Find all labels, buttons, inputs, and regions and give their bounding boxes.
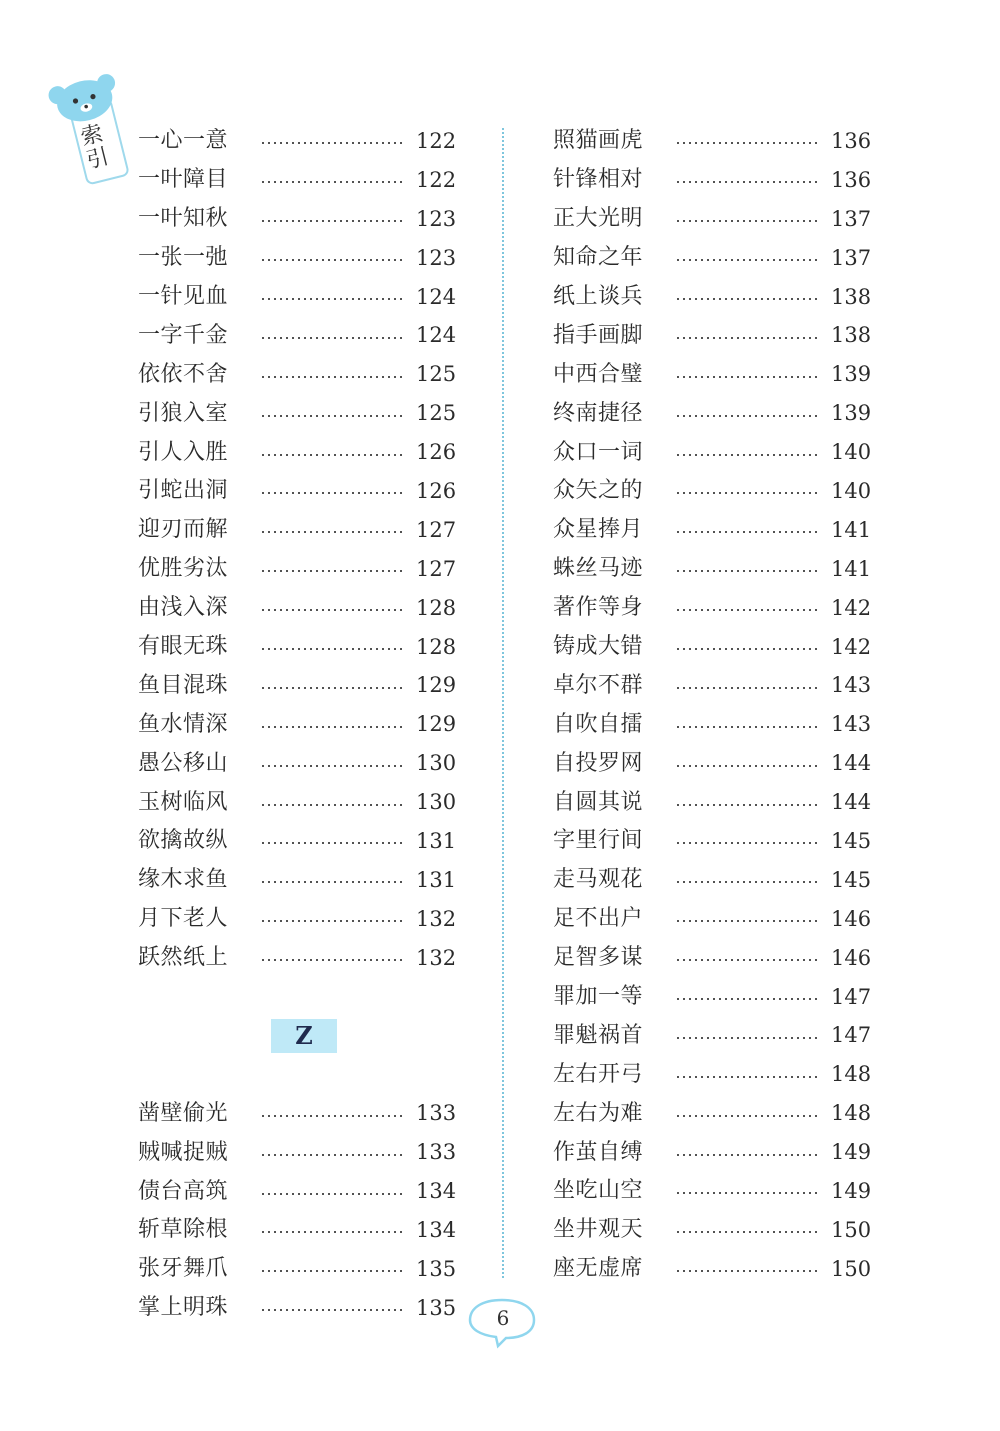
entry-term: 一叶障目 xyxy=(138,167,229,193)
entry-term: 左右开弓 xyxy=(553,1061,644,1087)
index-column-right xyxy=(553,122,871,1289)
index-entry xyxy=(138,861,456,900)
entry-term: 众矢之的 xyxy=(553,478,644,504)
index-entry xyxy=(553,939,871,978)
entry-term: 左右为难 xyxy=(553,1100,644,1126)
index-entry xyxy=(138,355,456,394)
dot-leader xyxy=(260,531,404,533)
entry-page: 122 xyxy=(416,167,457,192)
dot-leader xyxy=(260,454,404,456)
entry-term: 一字千金 xyxy=(138,322,229,348)
dot-leader xyxy=(675,259,819,261)
index-entry xyxy=(138,394,456,433)
entry-page: 126 xyxy=(416,478,457,503)
entry-term: 走马观花 xyxy=(553,867,644,893)
dot-leader xyxy=(675,454,819,456)
dot-leader xyxy=(675,842,819,844)
index-entry xyxy=(553,1055,871,1094)
entry-term: 一心一意 xyxy=(138,128,229,154)
entry-page: 132 xyxy=(416,945,457,970)
entry-term: 众星捧月 xyxy=(553,517,644,543)
entry-term: 有眼无珠 xyxy=(138,634,229,660)
index-entry xyxy=(553,783,871,822)
dot-leader xyxy=(675,648,819,650)
entry-page: 144 xyxy=(831,790,872,815)
index-entry xyxy=(138,1211,456,1250)
entry-page: 134 xyxy=(416,1217,457,1242)
index-entry xyxy=(553,355,871,394)
entry-page: 127 xyxy=(416,556,457,581)
entry-page: 125 xyxy=(416,401,457,426)
index-entry xyxy=(138,783,456,822)
entry-page: 138 xyxy=(831,284,872,309)
index-entry xyxy=(553,900,871,939)
dot-leader xyxy=(675,531,819,533)
dot-leader xyxy=(260,959,404,961)
index-entry xyxy=(553,1250,871,1289)
entry-term: 债台高筑 xyxy=(138,1178,229,1204)
dot-leader xyxy=(260,648,404,650)
entry-page: 122 xyxy=(416,128,457,153)
entry-page: 132 xyxy=(416,906,457,931)
entry-page: 140 xyxy=(831,478,872,503)
entry-term: 针锋相对 xyxy=(553,167,644,193)
entry-page: 140 xyxy=(831,440,872,465)
entry-term: 由浅入深 xyxy=(138,595,229,621)
entry-term: 张牙舞爪 xyxy=(138,1256,229,1282)
dot-leader xyxy=(260,1154,404,1156)
entry-page: 124 xyxy=(416,323,457,348)
entry-page: 145 xyxy=(831,828,872,853)
entry-term: 自吹自擂 xyxy=(553,711,644,737)
index-entry xyxy=(553,1133,871,1172)
entry-page: 125 xyxy=(416,362,457,387)
entry-page: 148 xyxy=(831,1101,872,1126)
entry-term: 卓尔不群 xyxy=(553,672,644,698)
index-entry xyxy=(138,1250,456,1289)
index-entry xyxy=(138,589,456,628)
entry-term: 终南捷径 xyxy=(553,400,644,426)
entry-term: 依依不舍 xyxy=(138,361,229,387)
entry-term: 愚公移山 xyxy=(138,750,229,776)
entry-term: 足不出户 xyxy=(553,906,644,932)
dot-leader xyxy=(675,687,819,689)
dot-leader xyxy=(675,726,819,728)
index-entry xyxy=(138,511,456,550)
index-entry xyxy=(553,628,871,667)
index-entry xyxy=(553,239,871,278)
index-entry xyxy=(138,316,456,355)
entry-term: 中西合璧 xyxy=(553,361,644,387)
dot-leader xyxy=(260,687,404,689)
dot-leader xyxy=(675,881,819,883)
entry-page: 137 xyxy=(831,206,872,231)
dot-leader xyxy=(260,298,404,300)
entry-term: 贼喊捉贼 xyxy=(138,1139,229,1165)
entry-page: 129 xyxy=(416,673,457,698)
index-entry xyxy=(553,161,871,200)
entry-term: 自圆其说 xyxy=(553,789,644,815)
index-entry xyxy=(138,550,456,589)
dot-leader xyxy=(675,337,819,339)
entry-page: 131 xyxy=(416,828,457,853)
dot-leader xyxy=(260,842,404,844)
entry-page: 146 xyxy=(831,906,872,931)
dot-leader xyxy=(260,765,404,767)
dot-leader xyxy=(260,337,404,339)
index-entry xyxy=(553,316,871,355)
entry-term: 照猫画虎 xyxy=(553,128,644,154)
entry-page: 146 xyxy=(831,945,872,970)
index-entry xyxy=(138,1094,456,1133)
entry-term: 一针见血 xyxy=(138,284,229,309)
dot-leader xyxy=(675,492,819,494)
entry-page: 124 xyxy=(416,284,457,309)
index-entry xyxy=(138,705,456,744)
entry-term: 自投罗网 xyxy=(553,750,644,776)
entry-page: 149 xyxy=(831,1178,872,1203)
entry-page: 133 xyxy=(416,1140,457,1165)
entry-term: 罪魁祸首 xyxy=(553,1022,644,1048)
entry-page: 123 xyxy=(416,245,457,270)
entry-term: 凿壁偷光 xyxy=(138,1100,229,1126)
dot-leader xyxy=(260,492,404,494)
entry-term: 鱼水情深 xyxy=(138,711,229,737)
dot-leader xyxy=(260,259,404,261)
entry-page: 138 xyxy=(831,323,872,348)
index-tab-label: 引 xyxy=(84,144,112,174)
index-entry xyxy=(138,822,456,861)
entry-page: 127 xyxy=(416,517,457,542)
dot-leader xyxy=(675,220,819,222)
dot-leader xyxy=(260,609,404,611)
dot-leader xyxy=(675,376,819,378)
dot-leader xyxy=(675,1192,819,1194)
dot-leader xyxy=(260,415,404,417)
entry-page: 134 xyxy=(416,1179,457,1203)
dot-leader xyxy=(260,920,404,922)
entry-page: 144 xyxy=(831,751,872,776)
entry-term: 一张一弛 xyxy=(138,245,229,271)
entry-term: 正大光明 xyxy=(553,206,644,232)
dot-leader xyxy=(675,570,819,572)
dot-leader xyxy=(675,609,819,611)
entry-term: 坐井观天 xyxy=(553,1217,644,1243)
index-entry xyxy=(553,1172,871,1211)
index-entry xyxy=(553,278,871,317)
entry-page: 137 xyxy=(831,245,872,270)
dot-leader xyxy=(675,298,819,300)
dot-leader xyxy=(260,376,404,378)
dot-leader xyxy=(675,1115,819,1117)
entry-term: 玉树临风 xyxy=(138,789,229,815)
index-entry xyxy=(553,1094,871,1133)
index-entry xyxy=(138,628,456,667)
dot-leader xyxy=(675,181,819,183)
entry-term: 跃然纸上 xyxy=(138,945,229,971)
dot-leader xyxy=(675,415,819,417)
entry-page: 123 xyxy=(416,206,457,231)
dot-leader xyxy=(260,570,404,572)
entry-page: 141 xyxy=(831,556,872,581)
entry-page: 147 xyxy=(831,984,872,1009)
index-entry xyxy=(138,239,456,278)
entry-page: 133 xyxy=(416,1101,457,1126)
dot-leader xyxy=(675,1231,819,1233)
entry-term: 欲擒故纵 xyxy=(138,828,229,854)
entry-term: 迎刃而解 xyxy=(138,517,229,543)
entry-term: 字里行间 xyxy=(553,828,644,854)
entry-term: 坐吃山空 xyxy=(553,1178,644,1204)
entry-term: 斩草除根 xyxy=(138,1217,229,1243)
entry-page: 130 xyxy=(416,790,457,815)
index-tab xyxy=(46,66,136,186)
index-entry xyxy=(138,278,456,317)
entry-page: 131 xyxy=(416,867,457,892)
index-entry xyxy=(553,744,871,783)
entry-term: 月下老人 xyxy=(138,906,229,932)
index-entry xyxy=(553,978,871,1017)
entry-term: 蛛丝马迹 xyxy=(553,556,644,582)
index-entry xyxy=(138,1133,456,1172)
index-entry xyxy=(138,161,456,200)
index-entry xyxy=(138,472,456,511)
index-entry xyxy=(553,589,871,628)
entry-term: 缘木求鱼 xyxy=(138,867,229,893)
index-entry xyxy=(553,666,871,705)
page-number: 6 xyxy=(496,1306,510,1330)
index-entry xyxy=(553,511,871,550)
index-entry xyxy=(138,1172,456,1211)
index-entry xyxy=(553,550,871,589)
entry-term: 纸上谈兵 xyxy=(553,284,644,309)
entry-term: 指手画脚 xyxy=(553,322,644,348)
entry-term: 铸成大错 xyxy=(553,634,644,660)
dot-leader xyxy=(675,142,819,144)
entry-page: 128 xyxy=(416,634,457,659)
entry-term: 罪加一等 xyxy=(553,984,644,1010)
index-entry xyxy=(553,122,871,161)
index-entry xyxy=(553,433,871,472)
entry-term: 座无虚席 xyxy=(553,1256,644,1282)
entry-page: 139 xyxy=(831,401,872,426)
index-entry xyxy=(553,394,871,433)
entry-page: 139 xyxy=(831,362,872,387)
entry-page: 148 xyxy=(831,1062,872,1087)
dot-leader xyxy=(675,959,819,961)
entry-term: 鱼目混珠 xyxy=(138,672,229,698)
index-tab-label: 索 xyxy=(78,121,106,151)
entry-page: 150 xyxy=(831,1217,872,1242)
entry-term: 引人入胜 xyxy=(138,439,229,465)
dot-leader xyxy=(260,1270,404,1272)
index-entry xyxy=(553,861,871,900)
index-entry xyxy=(138,900,456,939)
entry-page: 129 xyxy=(416,712,457,737)
entry-term: 掌上明珠 xyxy=(138,1295,229,1321)
index-entry xyxy=(553,1211,871,1250)
entry-term: 一叶知秋 xyxy=(138,206,229,232)
index-entry xyxy=(138,1289,456,1328)
entry-term: 知命之年 xyxy=(553,245,644,271)
index-entry xyxy=(553,1016,871,1055)
column-divider xyxy=(502,128,504,1278)
dot-leader xyxy=(675,1076,819,1078)
entry-term: 优胜劣汰 xyxy=(138,556,229,582)
dot-leader xyxy=(260,220,404,222)
index-entry xyxy=(138,666,456,705)
section-letter: Z xyxy=(271,1019,337,1053)
dot-leader xyxy=(675,765,819,767)
index-entry xyxy=(553,822,871,861)
entry-term: 足智多谋 xyxy=(553,945,644,971)
dot-leader xyxy=(260,142,404,144)
index-entry xyxy=(138,744,456,783)
dot-leader xyxy=(675,1270,819,1272)
entry-page: 149 xyxy=(831,1140,872,1165)
dot-leader xyxy=(260,181,404,183)
dot-leader xyxy=(675,1037,819,1039)
entry-page: 136 xyxy=(831,128,872,153)
dot-leader xyxy=(260,1115,404,1117)
entry-term: 引狼入室 xyxy=(138,400,229,426)
entry-term: 作茧自缚 xyxy=(553,1139,644,1165)
entry-page: 143 xyxy=(831,712,872,737)
index-entry xyxy=(553,200,871,239)
dot-leader xyxy=(260,726,404,728)
entry-page: 136 xyxy=(831,167,872,192)
dot-leader xyxy=(260,1193,404,1195)
index-entry xyxy=(138,200,456,239)
index-entry xyxy=(138,122,456,161)
dot-leader xyxy=(675,1154,819,1156)
entry-page: 142 xyxy=(831,634,872,659)
dot-leader xyxy=(260,881,404,883)
entry-page: 128 xyxy=(416,595,457,620)
dot-leader xyxy=(675,804,819,806)
entry-page: 150 xyxy=(831,1256,872,1281)
entry-term: 众口一词 xyxy=(553,439,644,465)
dot-leader xyxy=(260,1231,404,1233)
index-entry xyxy=(138,939,456,978)
dot-leader xyxy=(675,920,819,922)
index-column-left xyxy=(138,122,456,1328)
dot-leader xyxy=(260,1309,404,1311)
entry-page: 126 xyxy=(416,440,457,465)
entry-page: 135 xyxy=(416,1295,457,1320)
entry-page: 130 xyxy=(416,751,457,776)
entry-page: 135 xyxy=(416,1256,457,1281)
dot-leader xyxy=(675,998,819,1000)
entry-page: 145 xyxy=(831,867,872,892)
entry-page: 143 xyxy=(831,673,872,698)
index-entry xyxy=(553,472,871,511)
entry-page: 141 xyxy=(831,517,872,542)
entry-term: 引蛇出洞 xyxy=(138,478,229,504)
index-entry xyxy=(138,433,456,472)
entry-term: 著作等身 xyxy=(553,595,644,621)
entry-page: 142 xyxy=(831,595,872,620)
dot-leader xyxy=(260,804,404,806)
index-entry xyxy=(553,705,871,744)
section-header xyxy=(138,978,456,1095)
entry-page: 147 xyxy=(831,1023,872,1048)
